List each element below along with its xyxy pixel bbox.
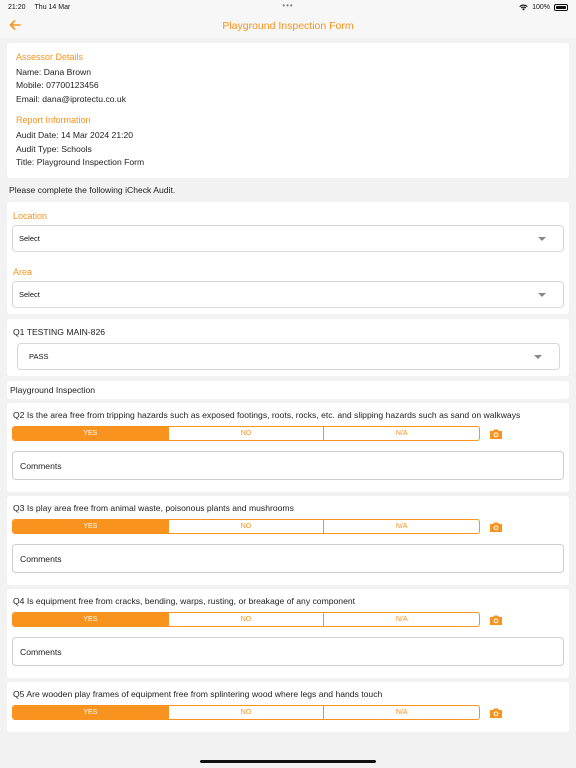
answer-segmented-control [12,426,480,441]
question-card [7,496,569,585]
audit-type: Audit Type: Schools [16,143,92,154]
answer-row [12,705,564,720]
q1-select-value: PASS [29,352,49,362]
assessor-name: Name: Dana Brown [16,67,91,77]
area-label: Area [13,267,33,278]
status-time: 21:20 [8,3,26,11]
comments-field[interactable] [12,451,564,480]
nav-bar [0,14,576,38]
location-label: Location [13,211,48,222]
info-card [7,43,569,178]
q1-select[interactable] [17,343,560,370]
camera-icon[interactable] [489,614,503,626]
status-bar [0,0,576,14]
camera-icon[interactable] [489,521,503,533]
section-heading: Playground Inspection [7,381,569,399]
answer-segmented-control [12,612,480,627]
wifi-icon [519,4,528,11]
report-title: Title: Playground Inspection Form [16,157,145,168]
question-card [7,682,569,732]
status-date: Thu 14 Mar [34,3,71,11]
home-indicator[interactable] [200,760,376,763]
answer-option-no[interactable]: NO [168,520,324,533]
answer-option-na[interactable]: N/A [323,520,479,533]
multitasking-dots-icon[interactable]: ••• [282,1,294,10]
chevron-down-icon [534,355,542,359]
answer-option-no[interactable]: NO [168,706,324,719]
camera-icon[interactable] [489,428,503,440]
comments-field[interactable] [12,637,564,666]
location-card [7,202,569,314]
question-text: Q1 TESTING MAIN-826 [13,327,106,338]
question-text: Q3 Is play area free from animal waste, poisonous plants and mushrooms [13,503,294,514]
assessor-email: Email: dana@iprotectu.co.uk [16,93,126,104]
location-select-value: Select [19,234,40,244]
assessor-mobile: Mobile: 07700123456 [16,80,99,91]
battery-percent: 100% [532,3,550,11]
location-select[interactable] [12,225,564,252]
chevron-down-icon [538,293,546,297]
question-card [7,403,569,492]
answer-option-yes[interactable]: YES [13,613,168,626]
answer-option-yes[interactable]: YES [13,520,168,533]
answer-option-na[interactable]: N/A [323,706,479,719]
answer-segmented-control [12,705,480,720]
answer-option-no[interactable]: NO [168,427,324,440]
arrow-left-icon[interactable] [8,18,22,32]
answer-row [12,612,564,627]
answer-option-yes[interactable]: YES [13,706,168,719]
question-card [7,589,569,678]
page-title: Playground Inspection Form [222,20,354,32]
comments-field[interactable] [12,544,564,573]
assessor-details-heading: Assessor Details [16,52,84,62]
question-text: Q4 Is equipment free from cracks, bending, warps, rusting, or breakage of any component [13,596,356,607]
answer-row [12,519,564,534]
report-information-heading: Report Information [16,115,91,126]
answer-option-na[interactable]: N/A [323,427,479,440]
chevron-down-icon [538,237,546,241]
comments-placeholder: Comments [20,460,62,471]
area-select[interactable] [12,281,564,308]
battery-icon [554,4,568,11]
answer-row [12,426,564,441]
answer-option-yes[interactable]: YES [13,427,168,440]
audit-date: Audit Date: 14 Mar 2024 21:20 [16,130,134,141]
question-text: Q5 Are wooden play frames of equipment free from splintering wood where legs and hands touch [13,689,383,700]
camera-icon[interactable] [489,707,503,719]
answer-option-no[interactable]: NO [168,613,324,626]
intro-text: Please complete the following iCheck Audit. [9,185,176,196]
area-select-value: Select [19,290,40,300]
answer-segmented-control [12,519,480,534]
question-card-q1 [7,319,569,376]
answer-option-na[interactable]: N/A [323,613,479,626]
comments-placeholder: Comments [20,553,62,564]
question-text: Q2 Is the area free from tripping hazards such as exposed footings, roots, rocks, etc. and slipping hazards such as sand on walkways [13,410,521,421]
comments-placeholder: Comments [20,646,62,657]
